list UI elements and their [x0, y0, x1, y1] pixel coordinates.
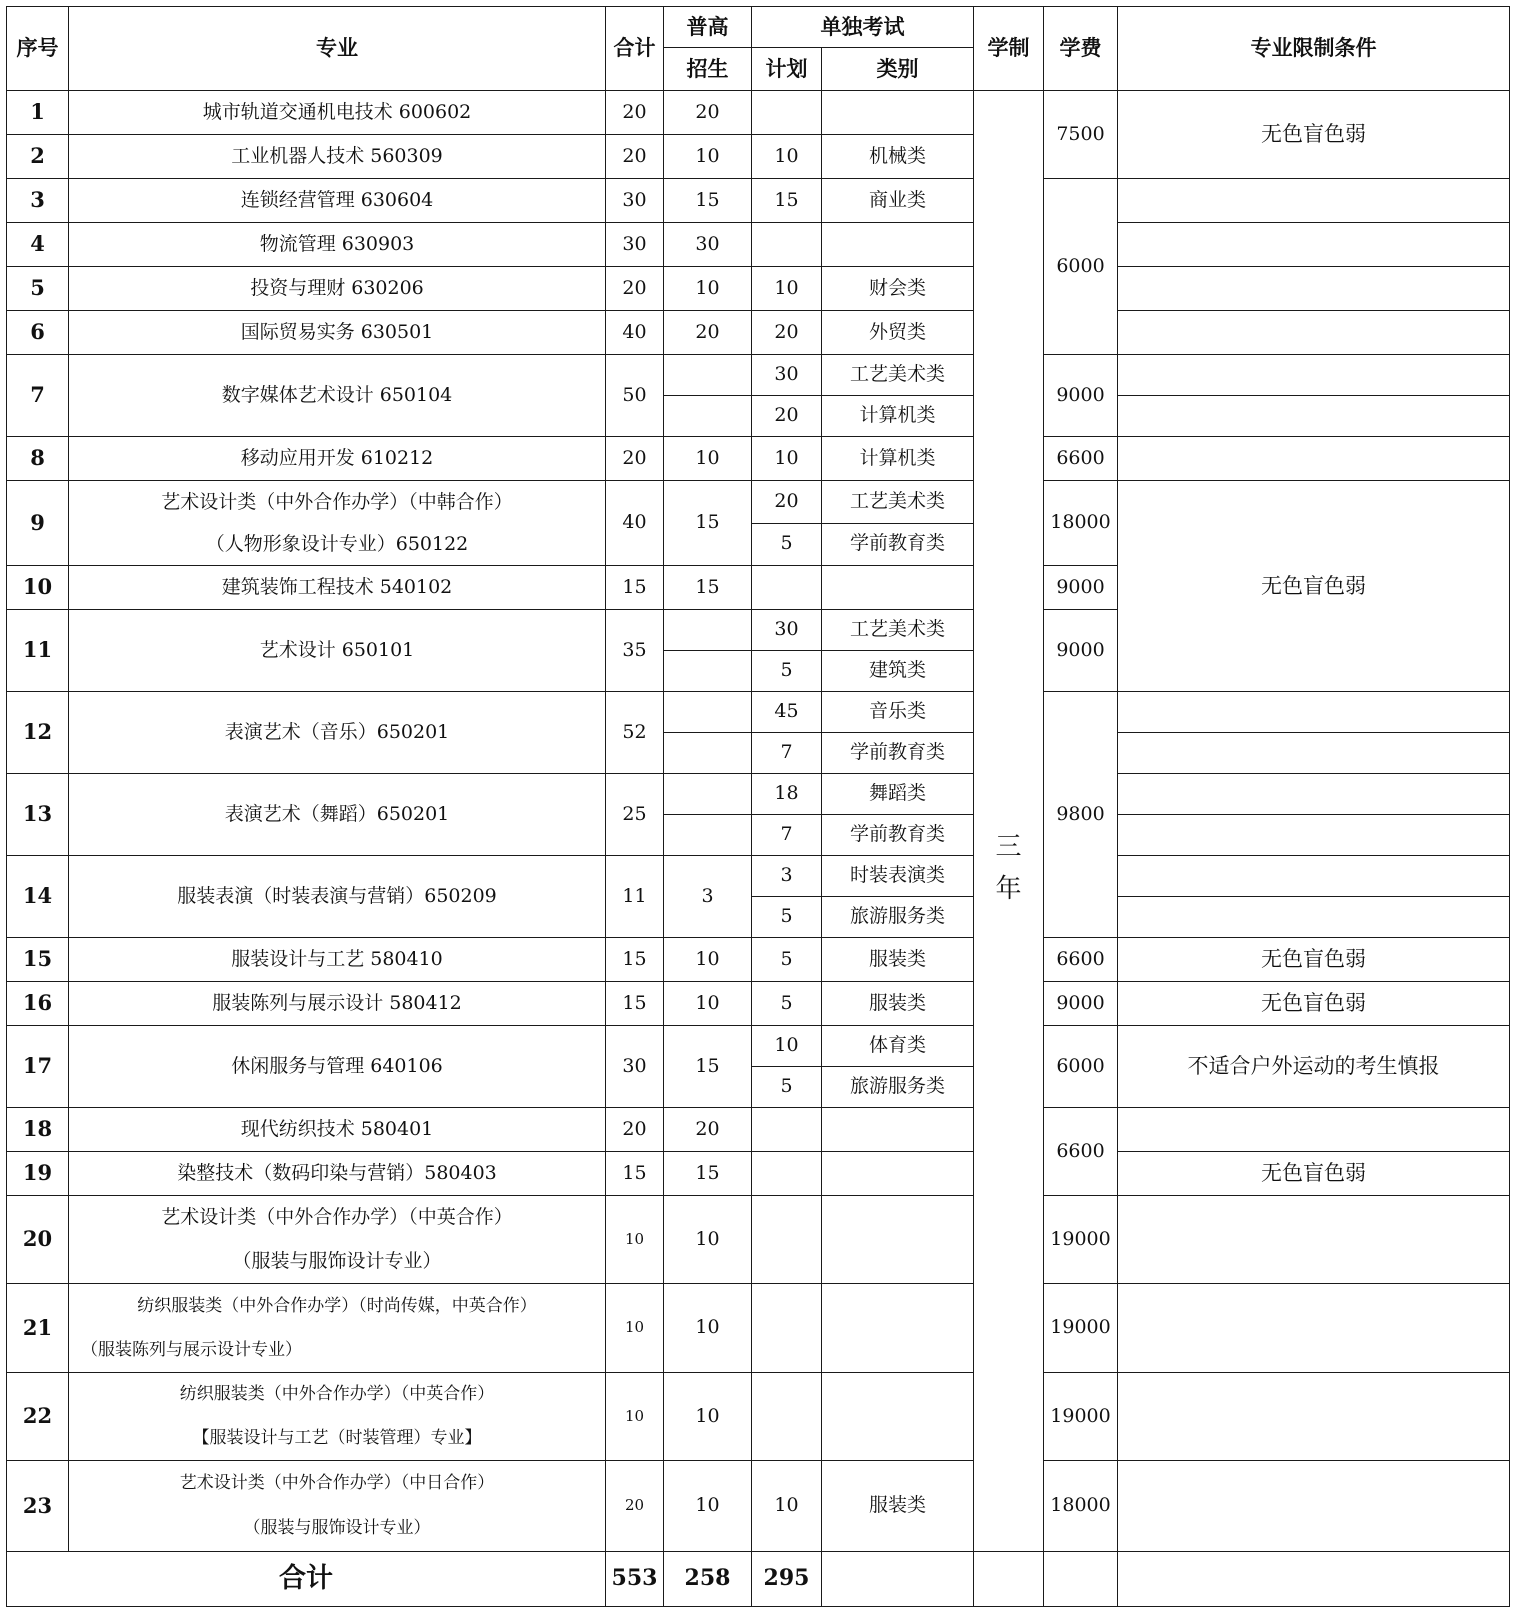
table-row	[7, 982, 1510, 1026]
row-major	[69, 179, 606, 223]
row-general: 10	[664, 1196, 752, 1284]
header-fee: 学费	[1044, 7, 1118, 91]
table-row	[7, 1284, 1510, 1329]
table-row	[7, 938, 1510, 982]
major-line: 表演艺术（音乐）650201	[224, 721, 450, 743]
header-separate-exam: 单独考试	[752, 7, 974, 48]
row-plan: 5	[752, 938, 822, 982]
major-line: 艺术设计 650101	[259, 639, 415, 661]
table-body	[7, 91, 1510, 1607]
row-plan: 7	[752, 815, 822, 856]
row-fee: 19000	[1044, 1284, 1118, 1373]
summary-fee	[1044, 1552, 1118, 1607]
major-line: 移动应用开发 610212	[240, 447, 434, 469]
row-restriction: 无色盲色弱	[1118, 91, 1510, 179]
row-plan: 10	[752, 437, 822, 481]
row-restriction	[1118, 692, 1510, 733]
table-row	[7, 856, 1510, 897]
row-general: 20	[664, 91, 752, 135]
row-fee: 9000	[1044, 610, 1118, 692]
row-category: 计算机类	[822, 396, 974, 437]
row-general: 10	[664, 982, 752, 1026]
row-major	[69, 1152, 606, 1196]
row-plan: 45	[752, 692, 822, 733]
major-line: 艺术设计类（中外合作办学）（中英合作）	[161, 1206, 513, 1228]
row-category	[822, 223, 974, 267]
row-plan: 15	[752, 179, 822, 223]
row-seq: 10	[7, 566, 69, 610]
row-plan: 5	[752, 982, 822, 1026]
major-line: 服装陈列与展示设计 580412	[212, 992, 462, 1014]
row-plan	[752, 1196, 822, 1284]
major-line: 连锁经营管理 630604	[240, 189, 434, 211]
major-line: 纺织服装类（中外合作办学）（中英合作）	[179, 1384, 495, 1404]
row-major	[69, 135, 606, 179]
row-major	[69, 355, 606, 437]
row-plan	[752, 566, 822, 610]
row-total: 15	[606, 566, 664, 610]
row-restriction	[1118, 897, 1510, 938]
row-total: 30	[606, 179, 664, 223]
table-row	[7, 1461, 1510, 1507]
row-total: 15	[606, 938, 664, 982]
row-seq: 15	[7, 938, 69, 982]
table-row	[7, 1108, 1510, 1152]
row-general	[664, 610, 752, 651]
row-plan: 5	[752, 897, 822, 938]
table-row	[7, 267, 1510, 311]
major-line: 建筑装饰工程技术 540102	[221, 576, 453, 598]
table-row	[7, 311, 1510, 355]
row-restriction: 无色盲色弱	[1118, 481, 1510, 692]
row-plan: 10	[752, 1026, 822, 1067]
row-restriction	[1118, 815, 1510, 856]
major-line: 数字媒体艺术设计 650104	[221, 384, 453, 406]
row-category: 旅游服务类	[822, 897, 974, 938]
row-fee: 9000	[1044, 566, 1118, 610]
row-plan: 20	[752, 396, 822, 437]
table-row	[7, 1152, 1510, 1196]
row-plan: 30	[752, 355, 822, 396]
row-plan	[752, 1152, 822, 1196]
row-general	[664, 733, 752, 774]
major-line: 艺术设计类（中外合作办学）（中韩合作）	[161, 491, 513, 513]
row-total: 11	[606, 856, 664, 938]
row-plan: 5	[752, 651, 822, 692]
table-row	[7, 774, 1510, 815]
row-plan: 18	[752, 774, 822, 815]
row-major	[69, 774, 606, 856]
row-general: 10	[664, 1284, 752, 1373]
row-category: 工艺美术类	[822, 610, 974, 651]
row-major	[69, 437, 606, 481]
row-plan	[752, 91, 822, 135]
summary-plan: 295	[752, 1552, 822, 1607]
table-row	[7, 223, 1510, 267]
row-general	[664, 396, 752, 437]
row-total: 20	[606, 91, 664, 135]
major-line: （服装与服饰设计专业）	[243, 1518, 431, 1538]
major-line: 【服装设计与工艺（时装管理）专业】	[192, 1428, 482, 1448]
row-general: 10	[664, 135, 752, 179]
row-fee: 9000	[1044, 355, 1118, 437]
row-restriction: 无色盲色弱	[1118, 1152, 1510, 1196]
major-line: （服装陈列与展示设计专业）	[81, 1340, 302, 1360]
enrollment-table	[6, 6, 1510, 1607]
row-general: 10	[664, 267, 752, 311]
row-general: 10	[664, 437, 752, 481]
table-row	[7, 692, 1510, 733]
row-category: 工艺美术类	[822, 355, 974, 396]
row-category: 学前教育类	[822, 815, 974, 856]
row-plan: 3	[752, 856, 822, 897]
row-fee: 6600	[1044, 1108, 1118, 1196]
row-total: 35	[606, 610, 664, 692]
row-seq: 7	[7, 355, 69, 437]
row-general: 10	[664, 1373, 752, 1461]
row-major	[69, 267, 606, 311]
row-general: 10	[664, 938, 752, 982]
row-restriction	[1118, 223, 1510, 267]
row-seq: 2	[7, 135, 69, 179]
table-row	[7, 91, 1510, 135]
row-seq: 11	[7, 610, 69, 692]
row-seq: 1	[7, 91, 69, 135]
row-general: 20	[664, 311, 752, 355]
row-category: 旅游服务类	[822, 1067, 974, 1108]
row-seq: 12	[7, 692, 69, 774]
major-line: 纺织服装类（中外合作办学）（时尚传媒，中英合作）	[137, 1296, 537, 1316]
row-restriction: 不适合户外运动的考生慎报	[1118, 1026, 1510, 1108]
row-plan: 5	[752, 523, 822, 566]
row-total: 20	[606, 437, 664, 481]
row-major	[69, 692, 606, 774]
row-category	[822, 566, 974, 610]
row-seq: 18	[7, 1108, 69, 1152]
row-total: 40	[606, 481, 664, 566]
row-general: 3	[664, 856, 752, 938]
header-general-bottom: 招生	[664, 48, 752, 91]
summary-general: 258	[664, 1552, 752, 1607]
row-fee: 6000	[1044, 1026, 1118, 1108]
row-total: 15	[606, 982, 664, 1026]
header-total: 合计	[606, 7, 664, 91]
row-major	[69, 982, 606, 1026]
duration-value: 三年	[995, 832, 1022, 904]
major-line: （服装与服饰设计专业）	[232, 1250, 442, 1272]
row-total: 40	[606, 311, 664, 355]
header-plan: 计划	[752, 48, 822, 91]
row-category: 建筑类	[822, 651, 974, 692]
row-category	[822, 1108, 974, 1152]
row-restriction	[1118, 1196, 1510, 1284]
major-line: 服装设计与工艺 580410	[231, 948, 443, 970]
row-restriction	[1118, 396, 1510, 437]
row-restriction	[1118, 774, 1510, 815]
row-general: 10	[664, 1461, 752, 1552]
row-fee: 19000	[1044, 1373, 1118, 1461]
row-seq: 3	[7, 179, 69, 223]
row-plan	[752, 1373, 822, 1461]
summary-row	[7, 1552, 1510, 1607]
row-plan: 10	[752, 267, 822, 311]
row-category	[822, 1373, 974, 1461]
row-category	[822, 1152, 974, 1196]
row-major	[69, 1108, 606, 1152]
row-plan: 10	[752, 135, 822, 179]
row-fee: 6600	[1044, 437, 1118, 481]
row-fee: 6600	[1044, 938, 1118, 982]
summary-total: 553	[606, 1552, 664, 1607]
row-major	[69, 1373, 606, 1461]
row-general: 15	[664, 481, 752, 566]
row-seq: 6	[7, 311, 69, 355]
header-general-top: 普高	[664, 7, 752, 48]
major-line: 国际贸易实务 630501	[240, 321, 434, 343]
row-major	[69, 481, 606, 566]
major-line: 工业机器人技术 560309	[231, 145, 443, 167]
row-total: 20	[606, 1108, 664, 1152]
major-line: 城市轨道交通机电技术 600602	[202, 101, 472, 123]
duration-cell	[974, 91, 1044, 1552]
table-row	[7, 1373, 1510, 1416]
row-seq: 20	[7, 1196, 69, 1284]
summary-label: 合计	[7, 1552, 606, 1607]
row-restriction	[1118, 1284, 1510, 1373]
row-category: 财会类	[822, 267, 974, 311]
major-line: （人物形象设计专业）650122	[205, 533, 469, 555]
row-total: 30	[606, 1026, 664, 1108]
row-category: 学前教育类	[822, 523, 974, 566]
major-line: 表演艺术（舞蹈）650201	[224, 803, 450, 825]
row-category: 舞蹈类	[822, 774, 974, 815]
row-seq: 8	[7, 437, 69, 481]
row-category: 服装类	[822, 1461, 974, 1552]
row-restriction: 无色盲色弱	[1118, 982, 1510, 1026]
major-line: 物流管理 630903	[259, 233, 415, 255]
row-general: 15	[664, 1026, 752, 1108]
row-seq: 22	[7, 1373, 69, 1461]
row-restriction	[1118, 267, 1510, 311]
table-row	[7, 1196, 1510, 1239]
row-fee: 9800	[1044, 692, 1118, 938]
summary-category	[822, 1552, 974, 1607]
row-plan	[752, 1108, 822, 1152]
table-row	[7, 179, 1510, 223]
row-total: 30	[606, 223, 664, 267]
row-restriction	[1118, 179, 1510, 223]
header-category: 类别	[822, 48, 974, 91]
row-restriction	[1118, 355, 1510, 396]
row-restriction	[1118, 311, 1510, 355]
row-general	[664, 774, 752, 815]
row-category: 工艺美术类	[822, 481, 974, 524]
row-seq: 14	[7, 856, 69, 938]
major-line: 服装表演（时装表演与营销）650209	[177, 885, 497, 907]
row-total: 50	[606, 355, 664, 437]
row-category: 计算机类	[822, 437, 974, 481]
major-line: 现代纺织技术 580401	[240, 1118, 434, 1140]
row-total: 10	[606, 1373, 664, 1461]
row-major	[69, 938, 606, 982]
row-total: 52	[606, 692, 664, 774]
row-seq: 5	[7, 267, 69, 311]
row-general: 15	[664, 179, 752, 223]
row-seq: 16	[7, 982, 69, 1026]
row-general	[664, 815, 752, 856]
table-row	[7, 481, 1510, 524]
row-restriction	[1118, 856, 1510, 897]
row-plan: 20	[752, 311, 822, 355]
major-line: 染整技术（数码印染与营销）580403	[177, 1162, 497, 1184]
row-total: 20	[606, 267, 664, 311]
row-plan: 20	[752, 481, 822, 524]
row-restriction	[1118, 1373, 1510, 1461]
row-total: 20	[606, 135, 664, 179]
row-plan	[752, 223, 822, 267]
row-plan: 10	[752, 1461, 822, 1552]
row-major	[69, 1196, 606, 1284]
row-major	[69, 1461, 606, 1552]
row-general: 20	[664, 1108, 752, 1152]
row-category: 机械类	[822, 135, 974, 179]
row-plan	[752, 1284, 822, 1373]
row-major	[69, 566, 606, 610]
row-category: 学前教育类	[822, 733, 974, 774]
summary-restriction	[1118, 1552, 1510, 1607]
row-category: 体育类	[822, 1026, 974, 1067]
row-general	[664, 651, 752, 692]
row-restriction	[1118, 437, 1510, 481]
row-major	[69, 1026, 606, 1108]
row-major	[69, 1284, 606, 1373]
row-seq: 13	[7, 774, 69, 856]
header-duration: 学制	[974, 7, 1044, 91]
row-major	[69, 311, 606, 355]
row-seq: 19	[7, 1152, 69, 1196]
row-general: 15	[664, 1152, 752, 1196]
row-total: 15	[606, 1152, 664, 1196]
row-category: 服装类	[822, 938, 974, 982]
row-fee: 18000	[1044, 481, 1118, 566]
row-category: 商业类	[822, 179, 974, 223]
row-major	[69, 223, 606, 267]
row-category	[822, 1196, 974, 1284]
row-total: 20	[606, 1461, 664, 1552]
table-row	[7, 437, 1510, 481]
row-general	[664, 355, 752, 396]
row-category	[822, 91, 974, 135]
row-total: 25	[606, 774, 664, 856]
row-category: 音乐类	[822, 692, 974, 733]
row-category	[822, 1284, 974, 1373]
row-category: 外贸类	[822, 311, 974, 355]
row-major	[69, 91, 606, 135]
row-seq: 9	[7, 481, 69, 566]
summary-duration	[974, 1552, 1044, 1607]
row-restriction: 无色盲色弱	[1118, 938, 1510, 982]
row-fee: 7500	[1044, 91, 1118, 179]
row-major	[69, 610, 606, 692]
row-category: 时装表演类	[822, 856, 974, 897]
row-restriction	[1118, 1108, 1510, 1152]
major-line: 投资与理财 630206	[250, 277, 424, 299]
major-line: 艺术设计类（中外合作办学）（中日合作）	[179, 1473, 495, 1493]
row-restriction	[1118, 733, 1510, 774]
row-fee: 9000	[1044, 982, 1118, 1026]
header-major: 专业	[69, 7, 606, 91]
row-seq: 21	[7, 1284, 69, 1373]
row-general: 15	[664, 566, 752, 610]
row-fee: 18000	[1044, 1461, 1118, 1552]
row-category: 服装类	[822, 982, 974, 1026]
table-row	[7, 355, 1510, 396]
header-seq: 序号	[7, 7, 69, 91]
row-total: 10	[606, 1284, 664, 1373]
row-seq: 4	[7, 223, 69, 267]
major-line: 休闲服务与管理 640106	[231, 1055, 443, 1077]
row-major	[69, 856, 606, 938]
row-general	[664, 692, 752, 733]
header-restriction: 专业限制条件	[1118, 7, 1510, 91]
row-plan: 7	[752, 733, 822, 774]
row-seq: 23	[7, 1461, 69, 1552]
row-plan: 30	[752, 610, 822, 651]
row-restriction	[1118, 1461, 1510, 1552]
row-total: 10	[606, 1196, 664, 1284]
row-seq: 17	[7, 1026, 69, 1108]
row-fee: 19000	[1044, 1196, 1118, 1284]
row-general: 30	[664, 223, 752, 267]
table-row	[7, 1026, 1510, 1067]
row-fee: 6000	[1044, 179, 1118, 355]
row-plan: 5	[752, 1067, 822, 1108]
